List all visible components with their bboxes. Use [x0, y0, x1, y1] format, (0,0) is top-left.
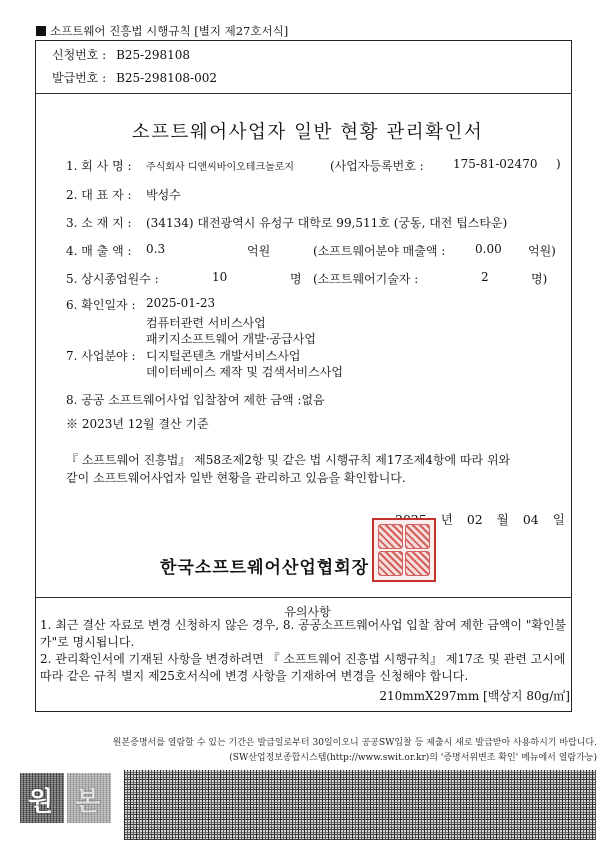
verification-glyph: 본	[75, 787, 101, 817]
square-bullet-icon	[36, 26, 46, 36]
note-item: 2. 관리확인서에 기재된 사항을 변경하려면 『 소프트웨어 진흥법 시행규칙』 제17조 및 관련 고시에 따라 같은 규칙 별지 제25호서식에 변경 사항을 기재하여 변경을 신청해야 합니다.	[40, 652, 566, 683]
seal-cell	[405, 524, 430, 549]
sw-sales-unit: 억원)	[528, 244, 556, 258]
note-item: 1. 최근 결산 자료로 변경 신청하지 않은 경우, 8. 공공소프트웨어사업 입찰 참여 제한 금액이 "확인불가"로 명시됩니다.	[40, 618, 567, 649]
company-label: 1. 회 사 명 :	[66, 159, 132, 173]
ceo-label: 2. 대 표 자 :	[66, 188, 132, 202]
company-row	[66, 157, 132, 174]
statement-line: 같이 소프트웨어사업자 일반 현황을 관리하고 있음을 확인합니다.	[66, 471, 406, 485]
bid-limit-label: 8. 공공 소프트웨어사업 입찰참여 제한 금액 :	[66, 393, 302, 407]
ceo-value: 박성수	[146, 188, 181, 202]
document-title: 소프트웨어사업자 일반 현황 관리확인서	[131, 122, 484, 143]
reg-number-close: )	[556, 157, 561, 171]
issue-number	[52, 69, 217, 86]
footer-note-line: 원본증명서를 열람할 수 있는 기간은 발급일로부터 30일이오니 공공SW입찰 등 제출시 새로 발급받아 사용하시기 바랍니다.	[112, 738, 597, 748]
sw-sales-value: 0.00	[475, 242, 502, 256]
employees-unit: 명	[290, 272, 302, 286]
employees-label: 5. 상시종업원수 :	[66, 272, 159, 286]
settlement-basis: ※ 2023년 12월 결산 기준	[66, 417, 209, 431]
verification-glyph: 원	[28, 787, 54, 817]
business-item: 데이터베이스 제작 및 검색서비스사업	[146, 365, 343, 379]
issue-year-unit: 년	[440, 512, 453, 527]
business-item: 디지털콘텐츠 개발서비스사업	[146, 349, 301, 363]
official-seal-icon	[372, 518, 436, 582]
issue-month-unit: 월	[496, 512, 509, 527]
sw-engineers-value: 2	[481, 270, 489, 284]
original-verification-mark	[20, 773, 112, 823]
issue-number-label: 발급번호 :	[52, 71, 107, 85]
form-header	[36, 23, 288, 39]
company-name: 주식회사 디앤씨바이오테크놀로지	[146, 162, 295, 173]
issue-day: 04	[522, 512, 539, 527]
seal-cell	[378, 524, 403, 549]
statement-line: 『 소프트웨어 진흥법』 제58조제2항 및 같은 법 시행규칙 제17조제4항에 따라 위와	[66, 453, 511, 467]
sales-label: 4. 매 출 액 :	[66, 244, 132, 258]
employees-value: 10	[212, 270, 228, 284]
sw-sales-label: (소프트웨어분야 매출액 :	[313, 244, 446, 258]
seal-cell	[405, 551, 430, 576]
notes-divider	[35, 597, 572, 598]
reg-number-value: 175-81-02470	[453, 157, 538, 171]
footer-note-line: (SW산업정보종합시스템(http://www.swit.or.kr)의 '증명서위변조 확인' 메뉴에서 열람가능)	[229, 753, 597, 763]
sw-engineers-unit: 명)	[531, 272, 548, 286]
business-label: 7. 사업분야 :	[66, 349, 136, 363]
form-header-text: 소프트웨어 진흥법 시행규칙 [별지 제27호서식]	[50, 24, 289, 38]
paper-spec: 210mmX297mm [백상지 80g/㎡]	[379, 689, 570, 703]
confirm-date-label: 6. 확인일자 :	[66, 298, 136, 312]
application-number-label: 신청번호 :	[52, 48, 107, 62]
signer-name: 한국소프트웨어산업협회장	[160, 558, 370, 578]
bid-limit	[66, 391, 325, 408]
issue-month: 02	[466, 512, 483, 527]
issue-number-value: B25-298108-002	[116, 71, 217, 85]
address-value: (34134) 대전광역시 유성구 대학로 99,511호 (궁동, 대전 팁스타운)	[146, 216, 508, 230]
sales-value: 0.3	[146, 242, 166, 256]
business-item: 패키지소프트웨어 개발·공급사업	[146, 332, 316, 346]
address-label: 3. 소 재 지 :	[66, 216, 132, 230]
seal-cell	[378, 551, 403, 576]
business-item: 컴퓨터관련 서비스사업	[146, 316, 266, 330]
application-number-value: B25-298108	[116, 48, 191, 62]
application-number	[52, 46, 190, 63]
header-divider	[35, 93, 572, 94]
bid-limit-value: 없음	[301, 393, 325, 407]
2d-barcode-icon	[124, 770, 596, 840]
notes-title: 유의사항	[284, 605, 331, 619]
sw-engineers-label: (소프트웨어기술자 :	[313, 272, 419, 286]
reg-number-label: (사업자등록번호 :	[330, 159, 424, 173]
issue-day-unit: 일	[552, 512, 565, 527]
confirm-date-value: 2025-01-23	[146, 296, 216, 310]
sales-unit: 억원	[247, 244, 271, 258]
